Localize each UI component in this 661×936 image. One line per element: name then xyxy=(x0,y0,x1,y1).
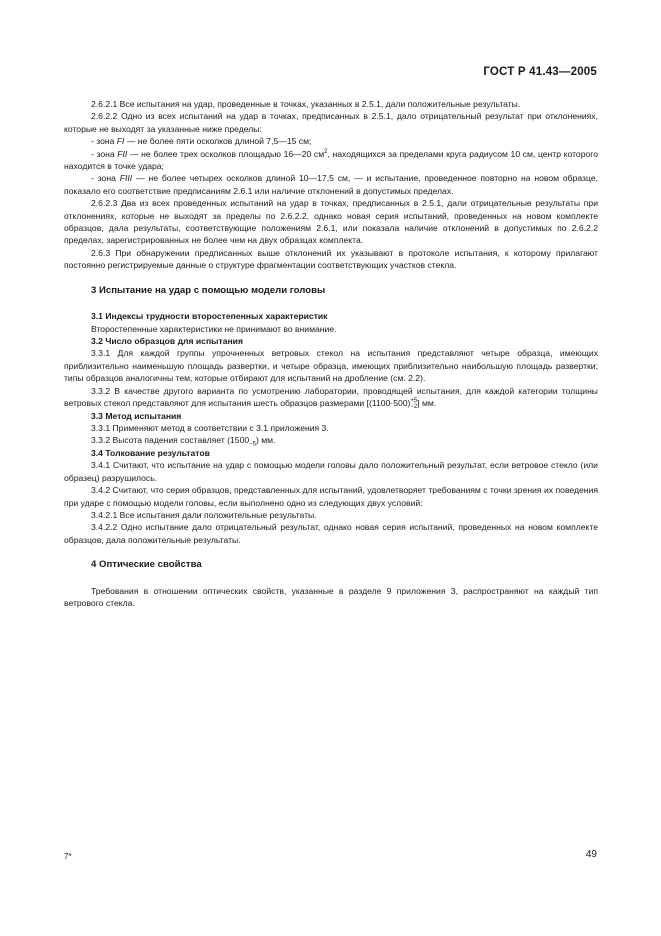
tolerance-upper: +5 xyxy=(410,397,418,404)
zone-text-tail: , находящихся за пределами круга радиусом 10 см, центр которого находится в точке удара; xyxy=(64,148,598,172)
zone-prefix: - зона xyxy=(91,148,118,159)
tolerance-lower: −2 xyxy=(410,403,418,410)
section-4-heading: 4 Оптические свойства xyxy=(91,559,202,571)
zone-text: — не более трех осколков площадью 16—20 см xyxy=(127,148,325,159)
paragraph-2-6-2-1: 2.6.2.1 Все испытания на удар, проведенные в точках, указанных в 2.5.1, дали положительные результаты. xyxy=(91,99,521,109)
paragraph-2-6-3: 2.6.3 При обнаружении предписанных выше отклонений их указывают в протоколе испытания, к которому прилагают постоянно регистрируемые данные о структуре фрагментации соответствующих участков стекла. xyxy=(64,247,598,271)
document-code: ГОСТ Р 41.43—2005 xyxy=(483,66,597,78)
subsection-3-4-heading: 3.4 Толкование результатов xyxy=(91,447,210,458)
sheet-mark: 7* xyxy=(64,852,72,861)
zone-text: — не более четырех осколков длиной 10—17,5 см, — и испытание, проведенное повторно на новом образце, показало его соответствие предписаниям 2.6.1 или наличие отклонений в допустимых пределах. xyxy=(64,173,598,196)
superscript: 2 xyxy=(324,148,328,155)
paragraph-3-1: Второстепенные характеристики не принимают во внимание. xyxy=(91,323,337,334)
paragraph-3-4-2-2: 3.4.2.2 Одно испытание дало отрицательный результат, однако новая серия испытаний, проведенных на новом комплекте образцов, дала положительные результаты. xyxy=(64,522,598,545)
spacer xyxy=(64,546,598,559)
paragraph-3-3-2-b xyxy=(64,434,598,449)
paragraph-text-tail: ) мм. xyxy=(255,435,276,446)
spacer xyxy=(64,272,598,285)
subsection-3-3-heading: 3.3 Метод испытания xyxy=(91,410,182,421)
paragraph-2-6-2-2: 2.6.2.2 Одно из всех испытаний на удар в точках, предписанных в 2.5.1, дало отрицательный результат при отклонениях, которые не выходят за указанные ниже пределы: xyxy=(64,111,598,134)
zone-name: FIII xyxy=(119,173,133,184)
paragraph-3-3-1-b: 3.3.1 Применяют метод в соответствии с 3.1 приложения 3. xyxy=(91,423,329,434)
page-number: 49 xyxy=(585,849,597,860)
zone-fii-item xyxy=(64,148,598,173)
zone-name: FII xyxy=(117,148,128,159)
paragraph-text: 3.3.2 В качестве другого варианта по усмотрению лаборатории, проводящей испытания, для каждой категории толщины ветровых стекол представляют для испытания шесть образцов размерами [(1100·500) xyxy=(64,385,598,408)
paragraph-text: 3.3.2 Высота падения составляет (1500 xyxy=(91,435,250,446)
zone-name: FI xyxy=(116,136,125,147)
zone-text: — не более пяти осколков длиной 7,5—15 см; xyxy=(124,136,312,147)
paragraph-3-3-2-a xyxy=(64,385,598,410)
subsection-3-1-heading: 3.1 Индексы трудности второстепенных характеристик xyxy=(91,311,328,322)
paragraph-4: Требования в отношении оптических свойств, указанные в разделе 9 приложения 3, распространяют на каждый тип ветрового стекла. xyxy=(64,585,598,608)
paragraph-3-4-2: 3.4.2 Считают, что серия образцов, представленных для испытаний, удовлетворяет требованиям с точки зрения их поведения при ударе с помощью модели головы, если выполнено одно из следующих двух условий: xyxy=(64,485,598,508)
spacer xyxy=(64,297,598,310)
zone-prefix: - зона xyxy=(91,136,117,147)
paragraph-2-6-2-3: 2.6.2.3 Два из всех проведенных испытаний на удар в точках, предписанных в 2.5.1, дали отрицательные результаты при отклонениях, которые не выходят за пределы по 2.6.2.2, однако новая серия испытаний, проведенных на новом комплекте образцов, дала результаты, соответствующие положениям 2.6.1, или показала наличие отклонений в допустимых по 2.6.2.2 пределах, зарегистрированных не более чем на двух образцах комплекта. xyxy=(64,198,598,246)
subscript: −5 xyxy=(249,442,256,449)
paragraph-text-tail: ] мм. xyxy=(417,397,437,408)
zone-fiii-item xyxy=(64,172,598,197)
section-3-heading: 3 Испытание на удар с помощью модели головы xyxy=(91,284,326,296)
spacer xyxy=(64,572,598,585)
paragraph-3-3-1-a: 3.3.1 Для каждой группы упрочненных ветровых стекол на испытания представляют четыре образца, имеющих приблизительно наименьшую площадь развертки, и четыре образца, имеющих приблизительно наибольшую площадь развертки; типы образцов аналогичны тем, которые отбирают для испытаний на дробление (см. 2.2). xyxy=(64,348,598,384)
paragraph-3-4-1: 3.4.1 Считают, что испытание на удар с помощью модели головы дало положительный результат, если ветровое стекло (или образец) разрушилось. xyxy=(64,460,598,483)
paragraph-3-4-2-1: 3.4.2.1 Все испытания дали положительные результаты. xyxy=(91,509,317,520)
subsection-3-2-heading: 3.2 Число образцов для испытания xyxy=(91,335,243,346)
zone-fi-item xyxy=(64,135,598,147)
page-content xyxy=(64,98,598,609)
zone-prefix: - зона xyxy=(91,173,120,184)
